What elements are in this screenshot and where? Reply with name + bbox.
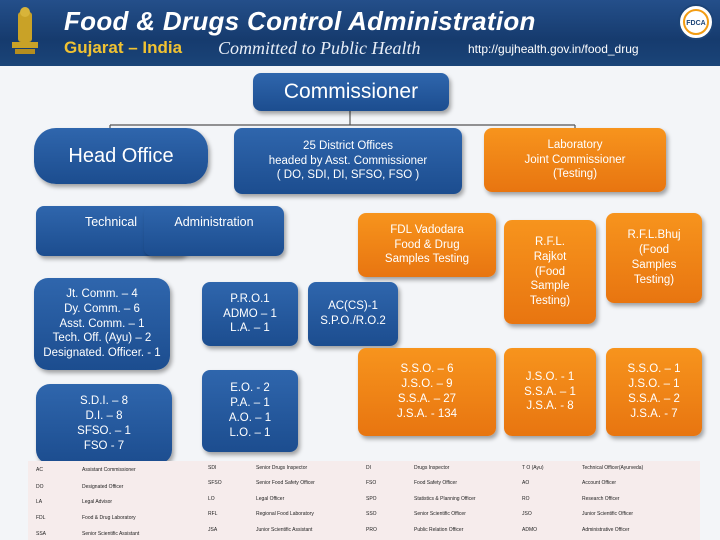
- legend-full: Drugs Inspector: [414, 465, 450, 471]
- rfl-rajkot-label: R.F.L. Rajkot (Food Sample Testing): [529, 235, 571, 308]
- header-region: Gujarat – India: [64, 38, 183, 57]
- administration-box: [144, 206, 284, 256]
- legend-full: Public Relation Officer: [414, 527, 464, 533]
- fdl-vadodara-label: FDL Vadodara Food & Drug Samples Testing: [384, 223, 470, 266]
- legend-abbr: SSO: [366, 511, 377, 517]
- legend-full: Account Officer: [582, 480, 617, 486]
- technical-staff-label: Jt. Comm. – 4 Dy. Comm. – 6 Asst. Comm. – 1 Tech. Off. (Ayu) – 2 Designated. Officer. - 1: [43, 287, 161, 360]
- ac-spo-label: AC(CS)-1 S.P.O./R.O.2: [320, 300, 386, 327]
- field-staff-box: [36, 384, 172, 464]
- legend-abbr: LO: [208, 496, 215, 502]
- legend-abbr: JSO: [522, 511, 532, 517]
- legend-full: Senior Scientific Assistant: [82, 531, 140, 537]
- legend-full: Research Officer: [582, 496, 620, 502]
- admin-staff-2-label: E.O. - 2 P.A. – 1 A.O. – 1 L.O. – 1: [228, 382, 272, 439]
- laboratory-label: Laboratory Joint Commissioner (Testing): [524, 138, 626, 181]
- legend-abbr: SSA: [36, 531, 47, 537]
- legend-full: Legal Officer: [256, 496, 285, 502]
- fdl-vadodara-box: [358, 213, 496, 277]
- bhuj-staff-label: S.S.O. – 1 J.S.O. – 1 S.S.A. – 2 J.S.A. - 7: [627, 363, 681, 420]
- abbreviation-legend: [28, 461, 700, 540]
- commissioner-label: Commissioner: [283, 80, 419, 104]
- header-url-link[interactable]: http://gujhealth.gov.in/food_drug: [468, 42, 639, 56]
- legend-full: Senior Scientific Officer: [414, 511, 466, 517]
- legend-abbr: PRO: [366, 527, 377, 533]
- legend-abbr: FSO: [366, 480, 377, 486]
- legend-full: Junior Scientific Officer: [582, 511, 634, 517]
- rfl-rajkot-box: [504, 220, 596, 324]
- legend-abbr: AO: [522, 480, 530, 486]
- legend-full: Junior Scientific Assistant: [256, 527, 313, 533]
- legend-abbr: JSA: [208, 527, 218, 533]
- head-office-box: [34, 128, 208, 184]
- district-offices-box: [234, 128, 462, 194]
- bhuj-staff-box: [606, 348, 702, 436]
- technical-staff-box: [34, 278, 170, 370]
- legend-full: Food Safety Officer: [414, 480, 457, 486]
- legend-abbr: DO: [36, 484, 44, 490]
- legend-full: Statistics & Planning Officer: [414, 496, 476, 502]
- header-tagline: Committed to Public Health: [218, 38, 421, 58]
- fdl-staff-label: S.S.O. – 6 J.S.O. – 9 S.S.A. – 27 J.S.A. - 134: [396, 363, 458, 420]
- ac-spo-box: [308, 282, 398, 346]
- commissioner-box: [253, 73, 449, 111]
- legend-abbr: AC: [36, 467, 43, 473]
- legend-full: Administrative Officer: [582, 527, 630, 533]
- legend-full: Regional Food Laboratory: [256, 511, 314, 517]
- admin-staff-label: P.R.O.1 ADMO – 1 L.A. – 1: [223, 292, 277, 335]
- rajkot-staff-label: J.S.O. - 1 S.S.A. – 1 J.S.A. - 8: [524, 370, 576, 413]
- administration-label: Administration: [174, 215, 254, 229]
- legend-full: Designated Officer: [82, 484, 124, 490]
- legend-full: Legal Advisor: [82, 499, 113, 505]
- legend-abbr: ADMO: [522, 527, 537, 533]
- legend-abbr: DI: [366, 465, 371, 471]
- fdl-staff-box: [358, 348, 496, 436]
- legend-abbr: T O (Ayu): [522, 465, 544, 471]
- legend-full: Technical Officer(Ayurveda): [582, 465, 644, 471]
- legend-abbr: FDL: [36, 515, 46, 521]
- laboratory-box: [484, 128, 666, 192]
- district-offices-label: 25 District Offices headed by Asst. Commissioner ( DO, SDI, DI, SFSO, FSO ): [268, 139, 428, 182]
- legend-full: Assistant Commissioner: [82, 467, 136, 473]
- admin-staff-box: [202, 282, 298, 346]
- legend-full: Senior Drugs Inspector: [256, 465, 308, 471]
- header-title: Food & Drugs Control Administration: [64, 6, 536, 36]
- legend-full: Senior Food Safety Officer: [256, 480, 315, 486]
- fdca-logo-text: FDCA: [686, 20, 706, 27]
- legend-abbr: RO: [522, 496, 530, 502]
- rajkot-staff-box: [504, 348, 596, 436]
- admin-staff-2-box: [202, 370, 298, 452]
- field-staff-label: S.D.I. – 8 D.I. – 8 SFSO. – 1 FSO - 7: [77, 395, 131, 452]
- legend-abbr: LA: [36, 499, 43, 505]
- rfl-bhuj-box: [606, 213, 702, 303]
- rfl-bhuj-label: R.F.L.Bhuj (Food Samples Testing): [627, 229, 681, 286]
- head-office-label: Head Office: [68, 145, 174, 167]
- legend-abbr: SFSO: [208, 480, 222, 486]
- legend-abbr: RFL: [208, 511, 218, 517]
- technical-label: Technical: [84, 215, 138, 229]
- legend-abbr: SDI: [208, 465, 217, 471]
- legend-full: Food & Drug Laboratory: [82, 515, 136, 521]
- legend-abbr: SPO: [366, 496, 377, 502]
